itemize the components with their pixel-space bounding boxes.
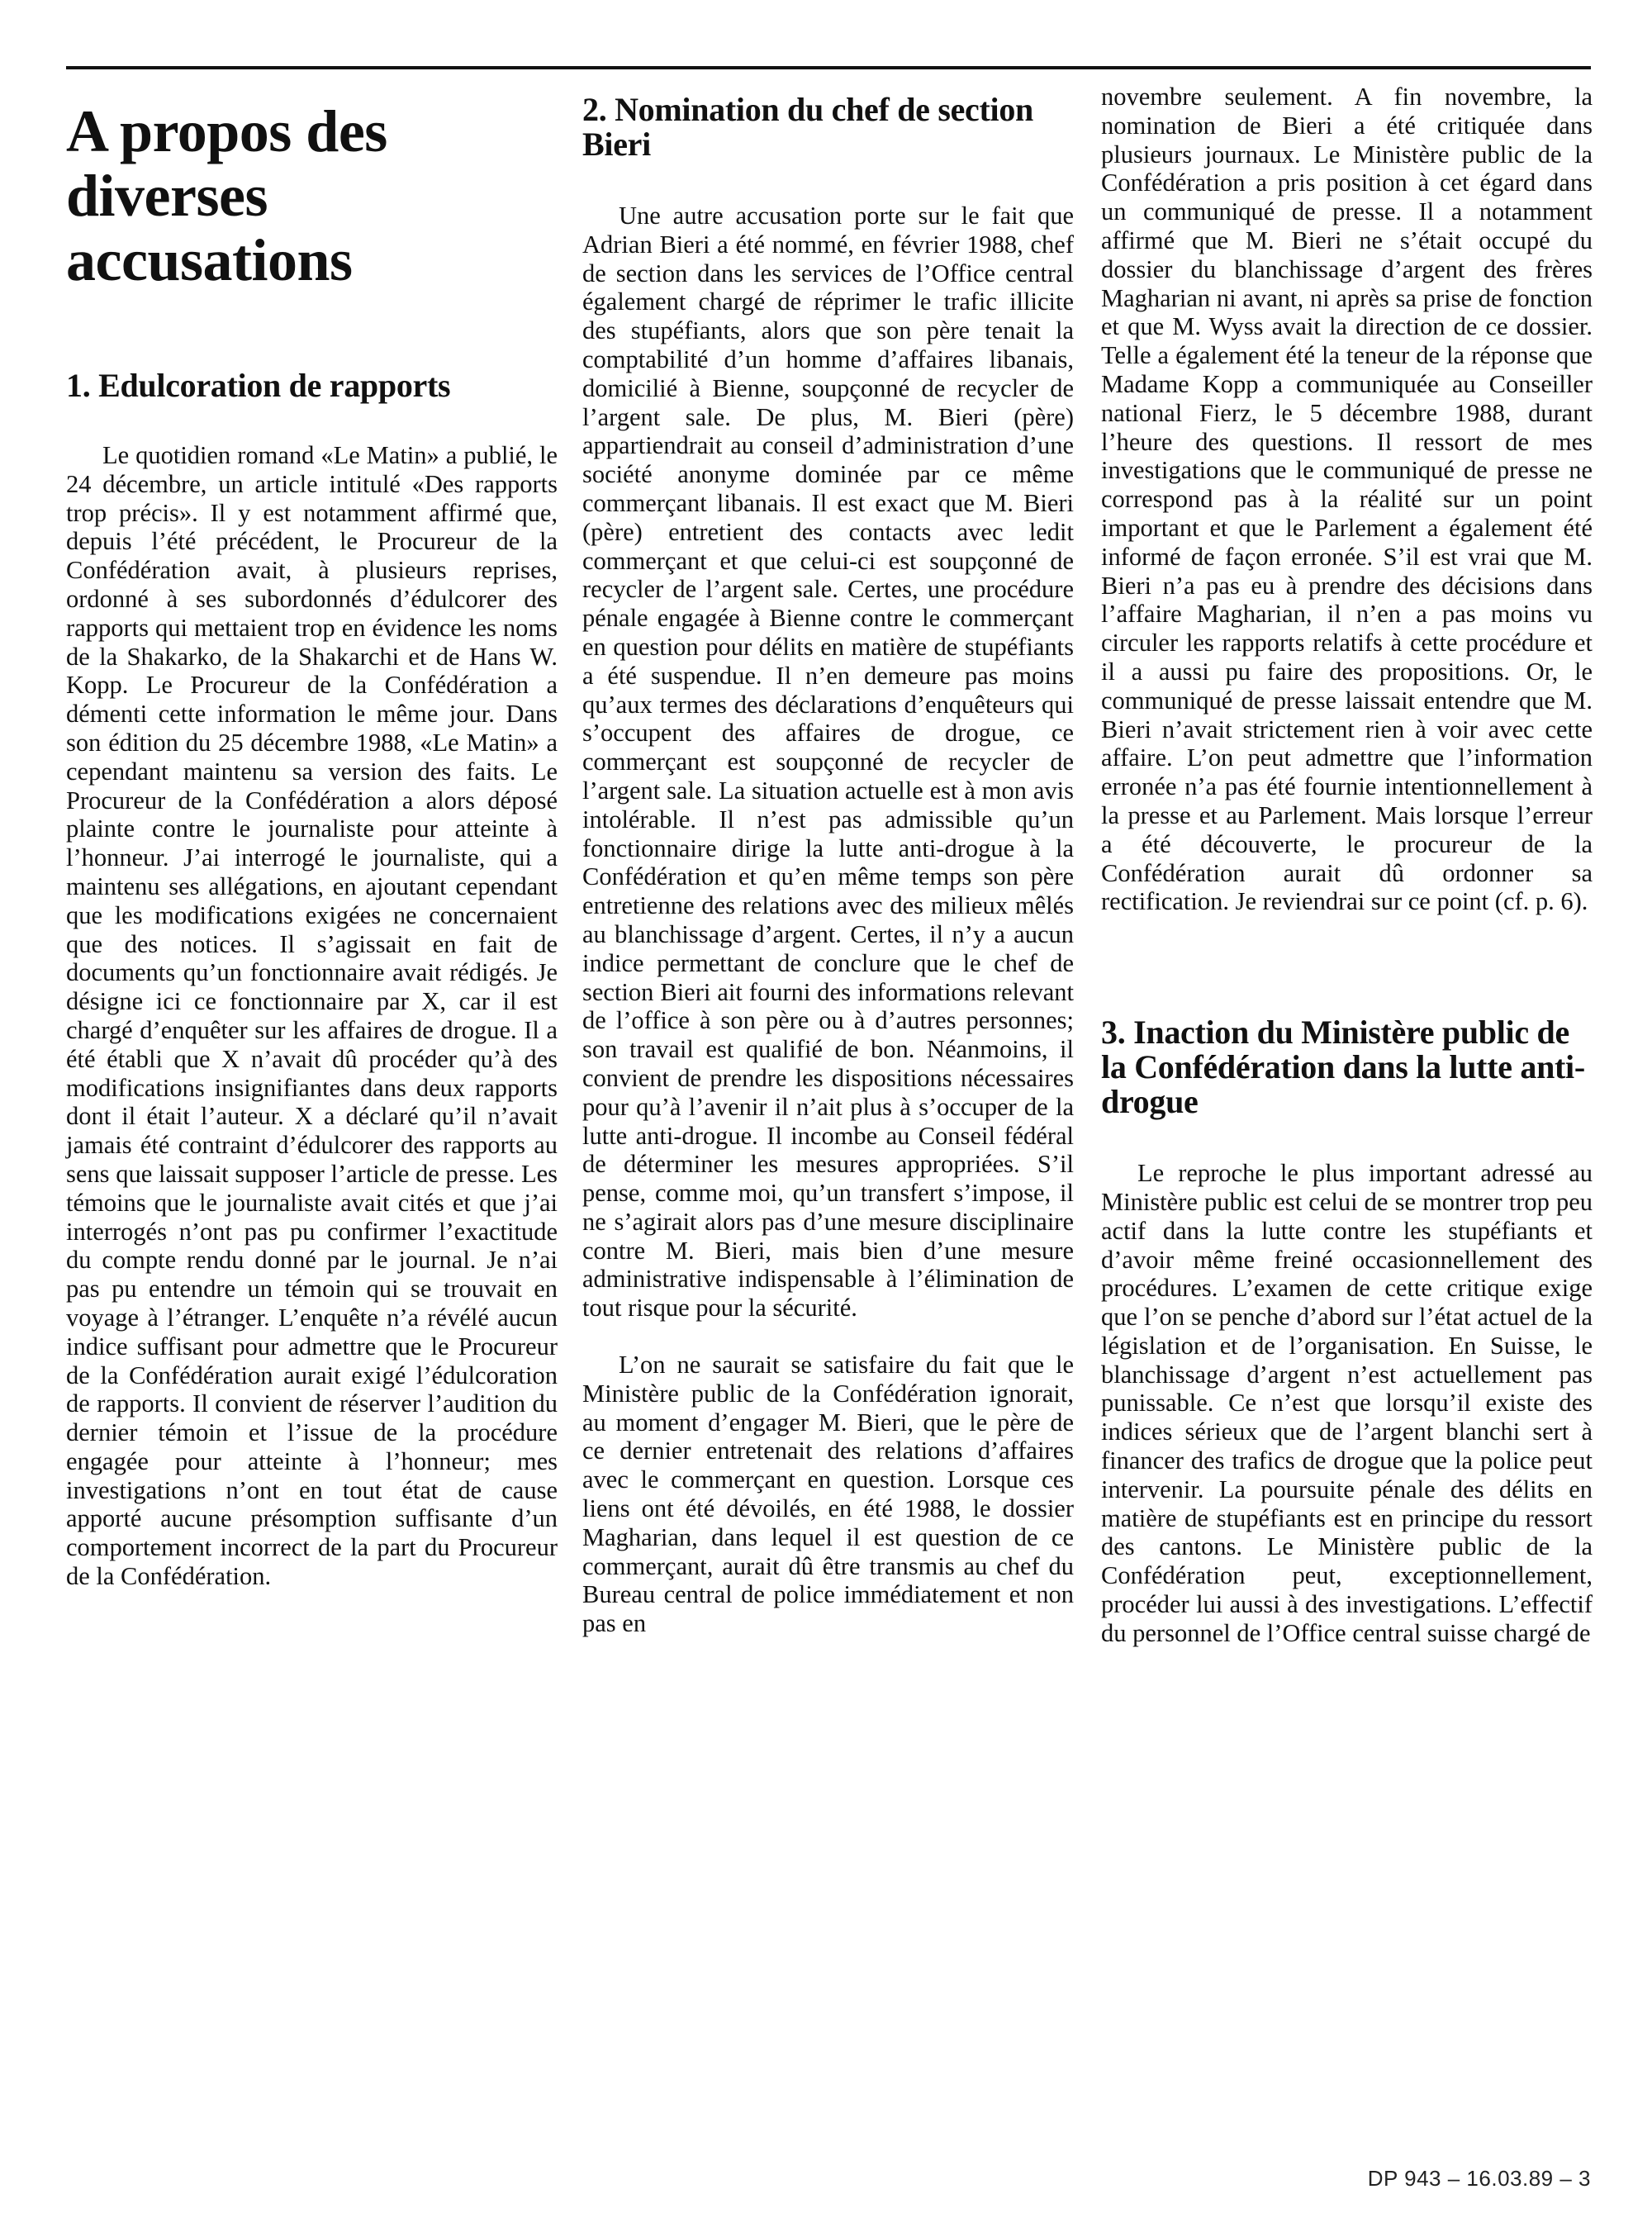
section-2-heading: 2. Nomination du chef de section Bieri [582, 91, 1033, 163]
page-footer: DP 943 – 16.03.89 – 3 [1367, 2166, 1591, 2191]
section-3-heading: 3. Inaction du Ministère public de la Confédération dans la lutte anti-drogue [1101, 1014, 1585, 1121]
column-3 [1101, 83, 1593, 1648]
column-2 [582, 83, 1074, 1638]
section-2-paragraph-2-continued: novembre seulement. A fin novembre, la nomination de Bieri a été critiquée dans plusieurs journaux. Le Ministère public de la Confédération a pris position à cet égard dans un communiqué de presse. Il a notamment affirmé que M. Bieri ne s’était occupé du dossier du blanchissage d’argent des frères Magharian ni avant, ni après sa prise de fonction et que M. Wyss avait la direction de ce dossier. Telle a également été la teneur de la réponse que Madame Kopp a communiquée au Conseiller national Fierz, le 5 décembre 1988, durant l’heure des questions. Il ressort de mes investigations que le communiqué de presse ne correspond pas à la réalité sur un point important et que le Parlement a également été informé de façon erronée. S’il est vrai que M. Bieri n’a pas eu à prendre des décisions dans l’affaire Magharian, il n’en a pas moins vu circuler les rapports relatifs à cette procédure et il a aussi pu faire des propositions. Or, le communiqué de presse laissait entendre que M. Bieri n’avait strictement rien à voir avec cette affaire. L’on peut admettre que l’information erronée n’a pas été fournie intentionnellement à la presse et au Parlement. Mais lorsque l’erreur a été découverte, le procureur de la Confédération aurait dû ordonner sa rectification. Je reviendrai sur ce point (cf. p. 6). [1101, 83, 1593, 916]
section-1-heading: 1. Edulcoration de rapports [66, 367, 451, 404]
top-rule [66, 66, 1591, 69]
column-1 [66, 83, 558, 1591]
page-title: A propos des diverses accusations [66, 98, 387, 293]
section-1-paragraph: Le quotidien romand «Le Matin» a publié, le 24 décembre, un article intitulé «Des rapports trop précis». Il y est notamment affirmé que, depuis l’été précédent, le Procureur de la Confédération avait, à plusieurs reprises, ordonné à ses subordonnés d’édulcorer des rapports qui mettaient trop en évidence les noms de la Shakarko, de la Shakarchi et de Hans W. Kopp. Le Procureur de la Confédération a démenti cette information le même jour. Dans son édition du 25 décembre 1988, «Le Matin» a cependant maintenu sa version des faits. Le Procureur de la Confédération a alors déposé plainte contre le journaliste pour atteinte à l’honneur. J’ai interrogé le journaliste, qui a maintenu ses allégations, en ajoutant cependant que les modifications exigées ne concernaient que des notices. Il s’agissait en fait de documents qu’un fonctionnaire avait rédigés. Je désigne ici ce fonctionnaire par X, car il est chargé d’enquêter sur les affaires de drogue. Il a été établi que X n’avait dû procéder qu’à des modifications insignifiantes dans deux rapports dont il était l’auteur. X a déclaré qu’il n’avait jamais été contraint d’édulcorer des rapports au sens que laissait supposer l’article de presse. Les témoins que le journaliste avait cités et que j’ai interrogés n’ont pas pu confirmer l’exactitude du compte rendu donné par le journal. Je n’ai pas pu entendre un témoin qui se trouvait en voyage à l’étranger. L’enquête n’a révélé aucun indice suffisant pour admettre que le Procureur de la Confédération aurait exigé l’édulcoration de rapports. Il convient de réserver l’audition du dernier témoin et l’issue de la procédure engagée pour atteinte à l’honneur; mes investigations n’ont en tout état de cause apporté aucune présomption suffisante d’un comportement incorrect de la part du Procureur de la Confédération. [66, 441, 558, 1591]
section-2-paragraph-1: Une autre accusation porte sur le fait que Adrian Bieri a été nommé, en février 1988, chef de section dans les services de l’Office central également chargé de réprimer le trafic illicite des stupéfiants, alors que son père tenait la comptabilité d’un homme d’affaires libanais, domicilié à Bienne, soupçonné de recycler de l’argent sale. De plus, M. Bieri (père) appartiendrait au conseil d’administration d’une société anonyme dominée par ce même commerçant libanais. Il est exact que M. Bieri (père) entretient des contacts avec ledit commerçant et que celui-ci est soupçonné de recycler de l’argent sale. Certes, une procédure pénale engagée à Bienne contre le commerçant en question pour délits en matière de stupéfiants a été suspendue. Il n’en demeure pas moins qu’aux termes des déclarations d’enquêteurs qui s’occupent des affaires de drogue, ce commerçant est soupçonné de recycler de l’argent sale. La situation actuelle est à mon avis intolérable. Il n’est pas admissible qu’un fonctionnaire dirige la lutte anti-drogue à la Confédération et qu’en même temps son père entretienne des relations avec des milieux mêlés au blanchissage d’argent. Certes, il n’y a aucun indice permettant de conclure que le chef de section Bieri ait fourni des informations relevant de l’office à son père ou à d’autres personnes; son travail est qualifié de bon. Néanmoins, il convient de prendre les dispositions nécessaires pour qu’à l’avenir il n’ait plus à s’occuper de la lutte anti-drogue. Il incombe au Conseil fédéral de déterminer les mesures appropriées. S’il pense, comme moi, qu’un transfert s’impose, il ne s’agirait alors pas d’une mesure disciplinaire contre M. Bieri, mais bien d’une mesure administrative indispensable à l’élimination de tout risque pour la sécurité. [582, 202, 1074, 1323]
section-3-paragraph: Le reproche le plus important adressé au Ministère public est celui de se montrer trop peu actif dans la lutte contre les stupéfiants et d’avoir même freiné occasionnellement des procédures. L’examen de cette critique exige que l’on se penche d’abord sur l’état actuel de la législation et de l’organisation. En Suisse, le blanchissage d’argent n’est actuellement pas punissable. Ce n’est que lorsqu’il existe des indices sérieux que de l’argent blanchi sert à financer des trafics de drogue que la police peut intervenir. La poursuite pénale des délits en matière de stupéfiants est en principe du ressort des cantons. Le Ministère public de la Confédération peut, exceptionnellement, procéder lui aussi à des investigations. L’effectif du personnel de l’Office central suisse chargé de [1101, 1159, 1593, 1647]
section-2-paragraph-2: L’on ne saurait se satisfaire du fait que le Ministère public de la Confédération ignorait, au moment d’engager M. Bieri, que le père de ce dernier entretenait des relations d’affaires avec le commerçant en question. Lorsque ces liens ont été dévoilés, en été 1988, le dossier Magharian, dans lequel il est question de ce commerçant, aurait dû être transmis au chef du Bureau central de police immédiatement et non pas en [582, 1351, 1074, 1638]
